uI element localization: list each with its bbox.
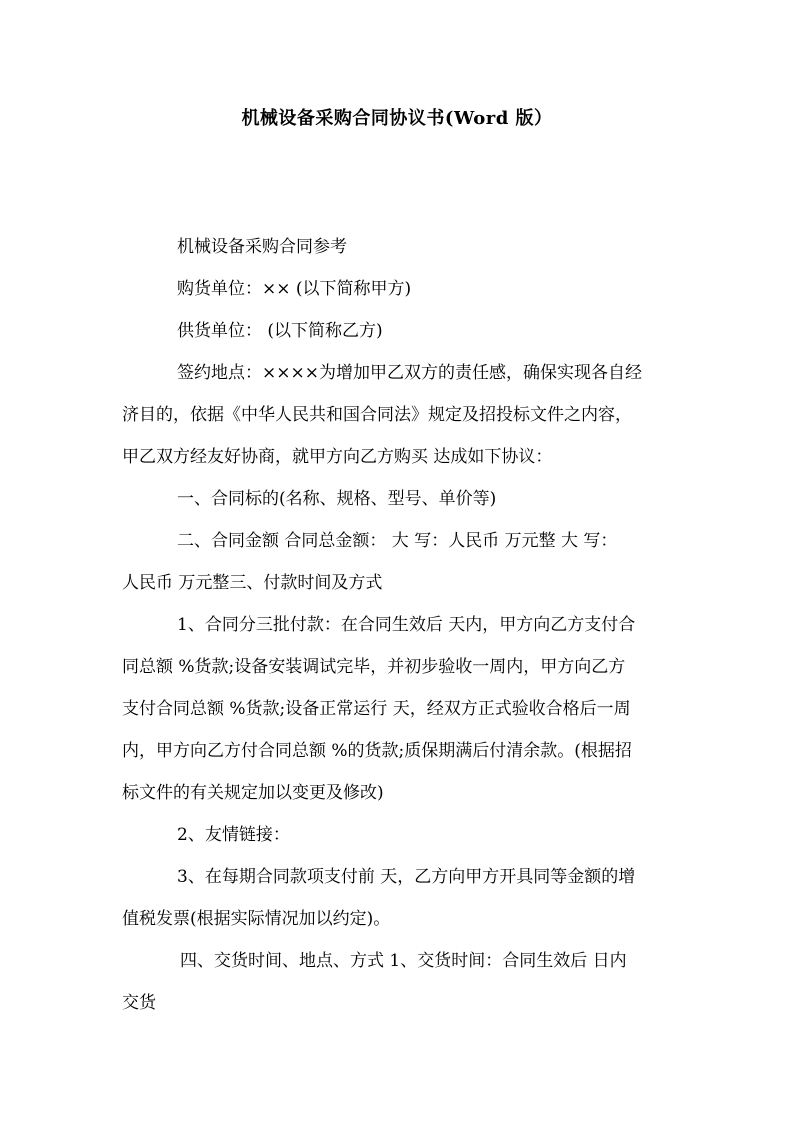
paragraph-line: 人民币 万元整三、付款时间及方式 [122, 573, 383, 593]
paragraph-line: 供货单位： (以下简称乙方) [177, 321, 383, 341]
paragraph-line: 值税发票(根据实际情况加以约定)。 [122, 909, 391, 929]
paragraph-line: 3、在每期合同款项支付前 天，乙方向甲方开具同等金额的增 [177, 867, 636, 887]
paragraph-line: 四、交货时间、地点、方式 1、交货时间：合同生效后 日内 [180, 951, 627, 971]
paragraph-line: 二、合同金额 合同总金额： 大 写：人民币 万元整 大 写： [177, 531, 618, 551]
paragraph-line: 2、友情链接： [177, 825, 290, 845]
paragraph-line: 同总额 %货款;设备安装调试完毕，并初步验收一周内，甲方向乙方 [122, 657, 626, 677]
paragraph-line: 签约地点：××××为增加甲乙双方的责任感，确保实现各自经 [177, 363, 642, 383]
paragraph-line: 支付合同总额 %货款;设备正常运行 天，经双方正式验收合格后一周 [122, 699, 631, 719]
paragraph-line: 一、合同标的(名称、规格、型号、单价等) [177, 489, 497, 509]
document-body [122, 226, 694, 1024]
document-title: 机械设备采购合同协议书(Word 版） [241, 108, 553, 129]
paragraph-line: 机械设备采购合同参考 [177, 237, 347, 257]
paragraph-line: 标文件的有关规定加以变更及修改) [122, 783, 384, 803]
paragraph-line: 交货 [122, 993, 156, 1013]
paragraph-line: 1、合同分三批付款：在合同生效后 天内，甲方向乙方支付合 [177, 615, 636, 635]
paragraph-line: 济目的，依据《中华人民共和国合同法》规定及招投标文件之内容， [122, 405, 632, 425]
paragraph-line: 甲乙双方经友好协商，就甲方向乙方购买 达成如下协议： [122, 447, 553, 467]
paragraph-line: 购货单位：×× (以下简称甲方) [177, 279, 412, 299]
paragraph-line: 内，甲方向乙方付合同总额 %的货款;质保期满后付清余款。(根据招 [122, 741, 632, 761]
